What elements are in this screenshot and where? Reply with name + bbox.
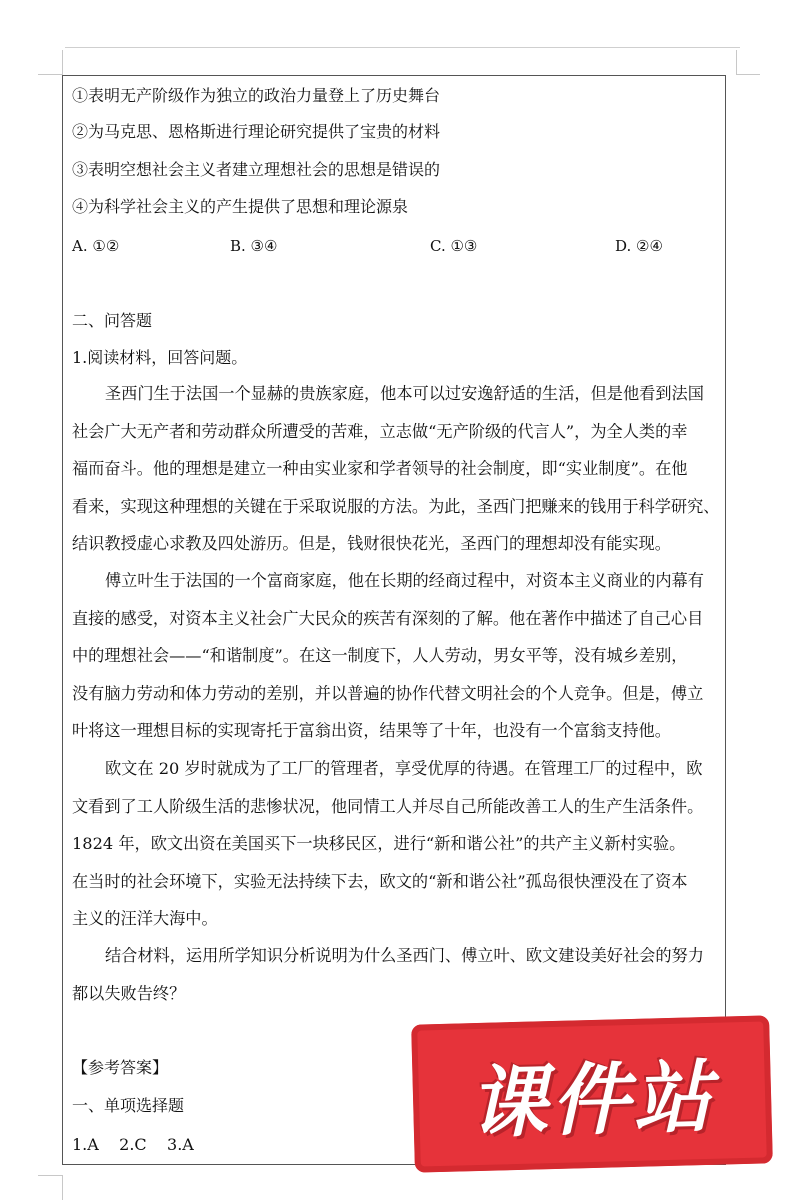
paragraph-line: 主义的汪洋大海中。 [72, 909, 218, 928]
watermark-text: 课件站 [468, 1052, 717, 1150]
paragraph-fourier [72, 562, 722, 750]
option-a: A. ①② [72, 237, 120, 255]
crop-mark [736, 50, 737, 75]
crop-mark [38, 74, 62, 75]
paragraph-line: 傅立叶生于法国的一个富商家庭，他在长期的经商过程中，对资本主义商业的内幕有 [105, 571, 704, 590]
paragraph-line: 结识教授虚心求教及四处游历。但是，钱财很快花光，圣西门的理想却没有能实现。 [72, 534, 671, 553]
option-c: C. ①③ [430, 237, 478, 255]
paragraph-line: 社会广大无产者和劳动群众所遭受的苦难，立志做“无产阶级的代言人”，为全人类的幸 [72, 421, 688, 441]
paragraph-line: 直接的感受，对资本主义社会广大民众的疾苦有深刻的了解。他在著作中描述了自己心目 [72, 608, 704, 628]
question-intro: 1.阅读材料，回答问题。 [72, 348, 248, 367]
paragraph-line: 中的理想社会——“和谐制度”。在这一制度下，人人劳动，男女平等，没有城乡差别， [72, 646, 688, 665]
paragraph-line: 没有脑力劳动和体力劳动的差别，并以普遍的协作代替文明社会的个人竞争。但是，傅立 [72, 683, 704, 703]
statement-4: ④为科学社会主义的产生提供了思想和理论源泉 [72, 197, 409, 216]
option-d: D. ②④ [615, 237, 663, 255]
crop-mark [62, 1175, 63, 1200]
paragraph-saint-simon [72, 375, 722, 563]
statement-3: ③表明空想社会主义者建立理想社会的思想是错误的 [72, 160, 441, 179]
watermark-logo [411, 1015, 773, 1172]
paragraph-line: 1824 年，欧文出资在美国买下一块移民区，进行“新和谐公社”的共产主义新村实验。 [72, 834, 686, 853]
paragraph-line: 在当时的社会环境下，实验无法持续下去，欧文的“新和谐公社”孤岛很快湮没在了资本 [72, 871, 688, 891]
paragraph-line: 欧文在 20 岁时就成为了工厂的管理者，享受优厚的待遇。在管理工厂的过程中，欧 [105, 759, 703, 778]
page-top-rule [65, 47, 740, 48]
crop-mark [62, 50, 63, 75]
paragraph-line: 叶将这一理想目标的实现寄托于富翁出资，结果等了十年，也没有一个富翁支持他。 [72, 721, 671, 740]
paragraph-line: 圣西门生于法国一个显赫的贵族家庭，他本可以过安逸舒适的生活，但是他看到法国 [105, 384, 704, 403]
crop-mark [736, 74, 760, 75]
paragraph-line: 文看到了工人阶级生活的悲惨状况，他同情工人并尽自己所能改善工人的生产生活条件。 [72, 796, 704, 816]
paragraph-line: 福而奋斗。他的理想是建立一种由实业家和学者领导的社会制度，即“实业制度”。在他 [72, 459, 688, 478]
answer-section-1: 一、单项选择题 [72, 1096, 185, 1115]
paragraph-line: 结合材料，运用所学知识分析说明为什么圣西门、傅立叶、欧文建设美好社会的努力 [105, 946, 704, 965]
crop-mark [38, 1175, 62, 1176]
paragraph-owen [72, 750, 722, 938]
statement-1: ①表明无产阶级作为独立的政治力量登上了历史舞台 [72, 86, 441, 105]
statement-2: ②为马克思、恩格斯进行理论研究提供了宝贵的材料 [72, 122, 441, 141]
section-heading: 二、问答题 [72, 311, 153, 330]
answer-values: 1.A 2.C 3.A [72, 1135, 194, 1154]
option-b: B. ③④ [230, 237, 278, 255]
paragraph-line: 看来，实现这种理想的关键在于采取说服的方法。为此，圣西门把赚来的钱用于科学研究、 [72, 496, 720, 516]
paragraph-line: 都以失败告终？ [72, 983, 186, 1003]
paragraph-question [72, 937, 722, 1012]
answer-heading: 【参考答案】 [72, 1058, 169, 1077]
